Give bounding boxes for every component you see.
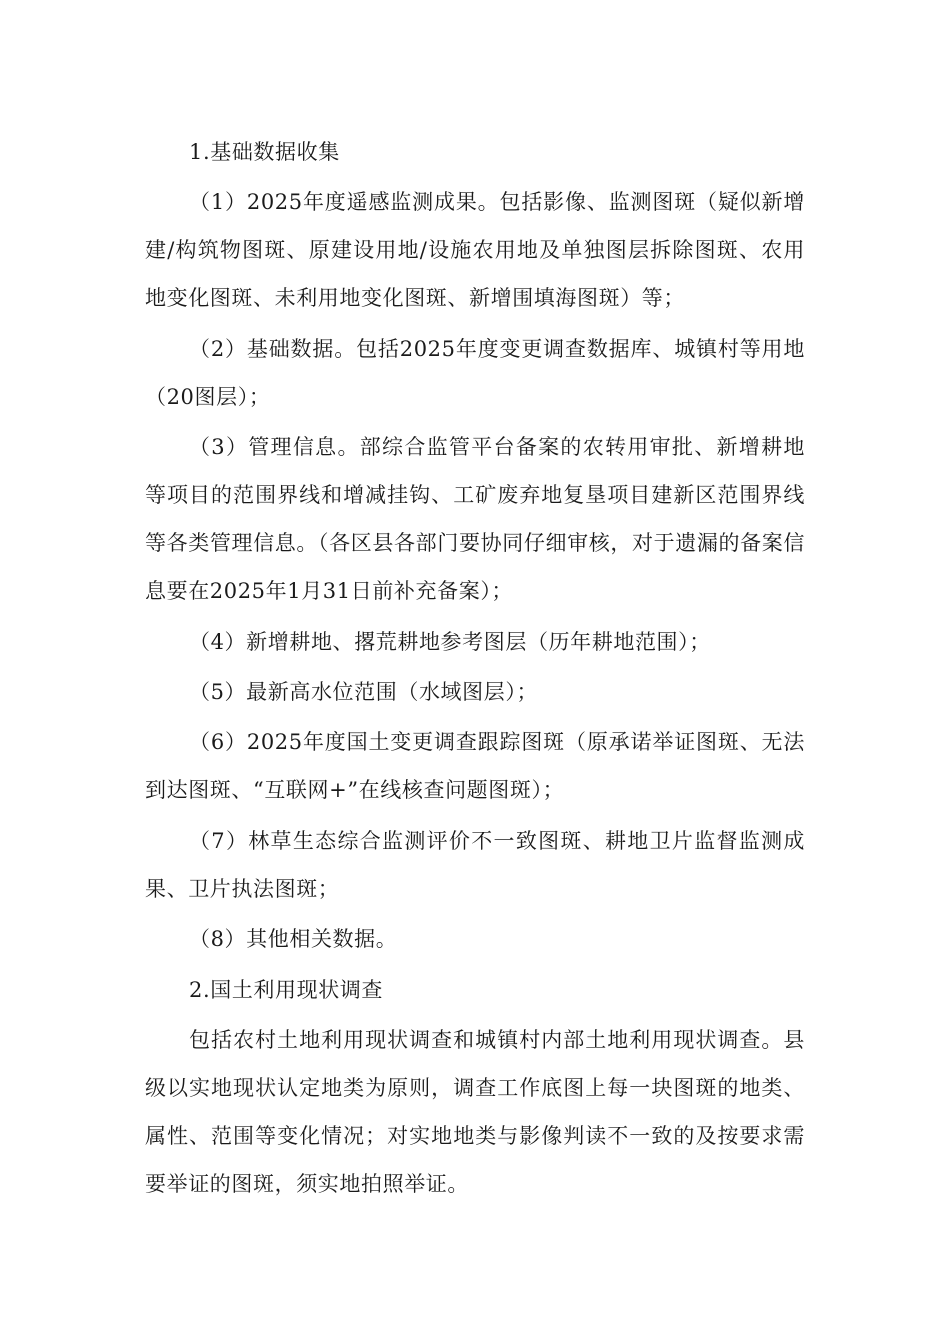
section-heading-basic-data: 1.基础数据收集 bbox=[189, 140, 340, 164]
paragraph-item-3: （3）管理信息。部综合监管平台备案的农转用审批、新增耕地等项目的范围界线和增减挂钩、工矿废弃地复垦项目建新区范围界线等各类管理信息。（各区县各部门要协同仔细审核，对于遗漏的备案信息要在2025年1月31日前补充备案）； bbox=[145, 435, 805, 604]
document-body bbox=[145, 128, 805, 1210]
paragraph-item-8: （8）其他相关数据。 bbox=[189, 927, 398, 952]
paragraph-item-5: （5）最新高水位范围（水域图层）； bbox=[189, 679, 539, 704]
paragraph-land-use-survey: 包括农村土地利用现状调查和城镇村内部土地利用现状调查。县级以实地现状认定地类为原则，调查工作底图上每一块图斑的地类、属性、范围等变化情况；对实地地类与影像判读不一致的及按要求需要举证的图斑，须实地拍照举证。 bbox=[145, 1027, 805, 1196]
section-heading-land-use-survey: 2.国土利用现状调查 bbox=[189, 977, 384, 1002]
paragraph-item-2: （2）基础数据。包括2025年度变更调查数据库、城镇村等用地（20图层）； bbox=[145, 336, 805, 409]
paragraph-item-7: （7）林草生态综合监测评价不一致图斑、耕地卫片监督监测成果、卫片执法图斑； bbox=[145, 828, 805, 901]
paragraph-item-6: （6）2025年度国土变更调查跟踪图斑（原承诺举证图斑、无法到达图斑、“互联网+”在线核查问题图斑）； bbox=[145, 730, 805, 803]
paragraph-item-1: （1）2025年度遥感监测成果。包括影像、监测图斑（疑似新增建/构筑物图斑、原建设用地/设施农用地及单独图层拆除图斑、农用地变化图斑、未利用地变化图斑、新增围填海图斑）等； bbox=[145, 190, 805, 311]
paragraph-item-4: （4）新增耕地、撂荒耕地参考图层（历年耕地范围）； bbox=[189, 629, 711, 654]
